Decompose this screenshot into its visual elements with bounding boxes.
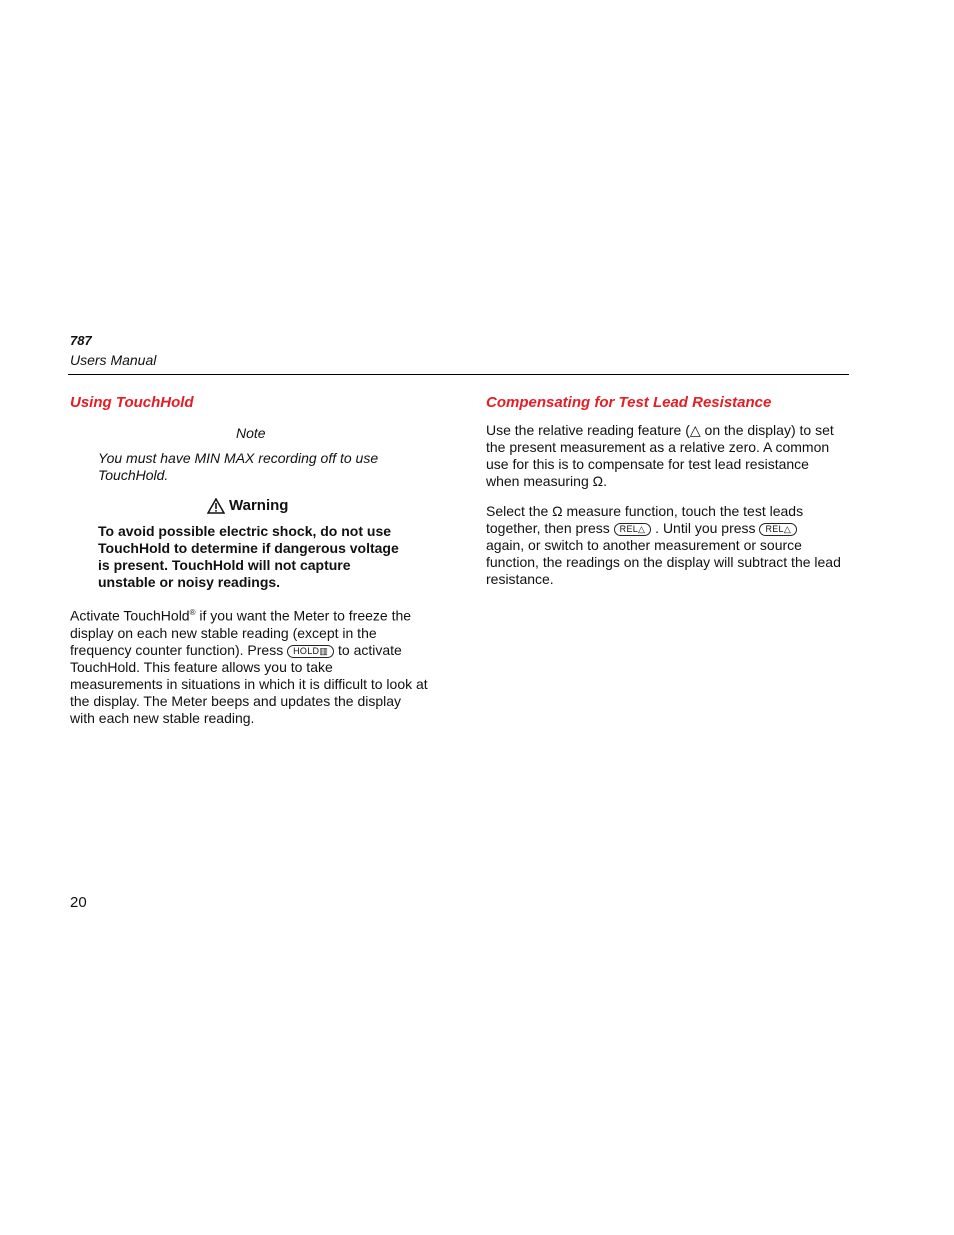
paragraph-line: Activate TouchHold® if you want the Meter to freeze the: [70, 607, 412, 624]
warning-line: is present. TouchHold will not capture: [98, 557, 351, 573]
touchhold-paragraph: [70, 604, 435, 727]
warning-line: TouchHold to determine if dangerous voltage: [98, 540, 399, 556]
manual-title: Users Manual: [70, 352, 157, 368]
paragraph-line: measurements in situations in which it is difficult to look at: [70, 675, 428, 692]
paragraph-line: function, the readings on the display will subtract the lead: [486, 554, 841, 570]
warning-triangle-icon: [207, 498, 225, 514]
warning-text: [98, 523, 418, 591]
rel-key-icon: REL△: [759, 523, 797, 536]
paragraph-line: resistance.: [486, 571, 554, 587]
note-label: Note: [236, 425, 266, 441]
relative-reading-paragraph: [486, 422, 851, 490]
paragraph-line: together, then press REL△ . Until you press REL△: [486, 520, 851, 537]
registered-mark: ®: [189, 608, 196, 617]
rel-key-icon: REL△: [614, 523, 652, 536]
paragraph-line: Use the relative reading feature (△ on the display) to set: [486, 422, 834, 438]
section-heading-touchhold: Using TouchHold: [70, 394, 194, 411]
warning-title: [207, 497, 288, 514]
warning-line: To avoid possible electric shock, do not use: [98, 523, 392, 539]
paragraph-line: TouchHold. This feature allows you to take: [70, 658, 333, 675]
paragraph-line: display on each new stable reading (except in the: [70, 624, 377, 641]
paragraph-line: the display. The Meter beeps and updates the display: [70, 692, 402, 709]
paragraph-line: the present measurement as a relative zero. A common: [486, 439, 830, 455]
model-number: 787: [70, 333, 92, 348]
note-text: [98, 450, 398, 484]
note-line: TouchHold.: [98, 467, 169, 483]
section-heading-lead-resistance: Compensating for Test Lead Resistance: [486, 394, 772, 411]
paragraph-line: frequency counter function). Press HOLD▥ to activate: [70, 641, 402, 658]
paragraph-line: use for this is to compensate for test lead resistance: [486, 456, 809, 472]
paragraph-line: when measuring Ω.: [486, 473, 607, 489]
delta-icon: △: [689, 422, 701, 438]
ohm-measure-paragraph: [486, 503, 851, 588]
header-rule: [68, 374, 849, 375]
note-line: You must have MIN MAX recording off to use: [98, 450, 379, 466]
warning-line: unstable or noisy readings.: [98, 574, 281, 590]
paragraph-line: again, or switch to another measurement or source: [486, 537, 802, 553]
warning-label: Warning: [229, 497, 289, 514]
page-number: 20: [70, 894, 87, 911]
paragraph-line: with each new stable reading.: [70, 709, 255, 726]
hold-key-icon: HOLD▥: [287, 645, 334, 658]
paragraph-line: Select the Ω measure function, touch the test leads: [486, 503, 804, 519]
